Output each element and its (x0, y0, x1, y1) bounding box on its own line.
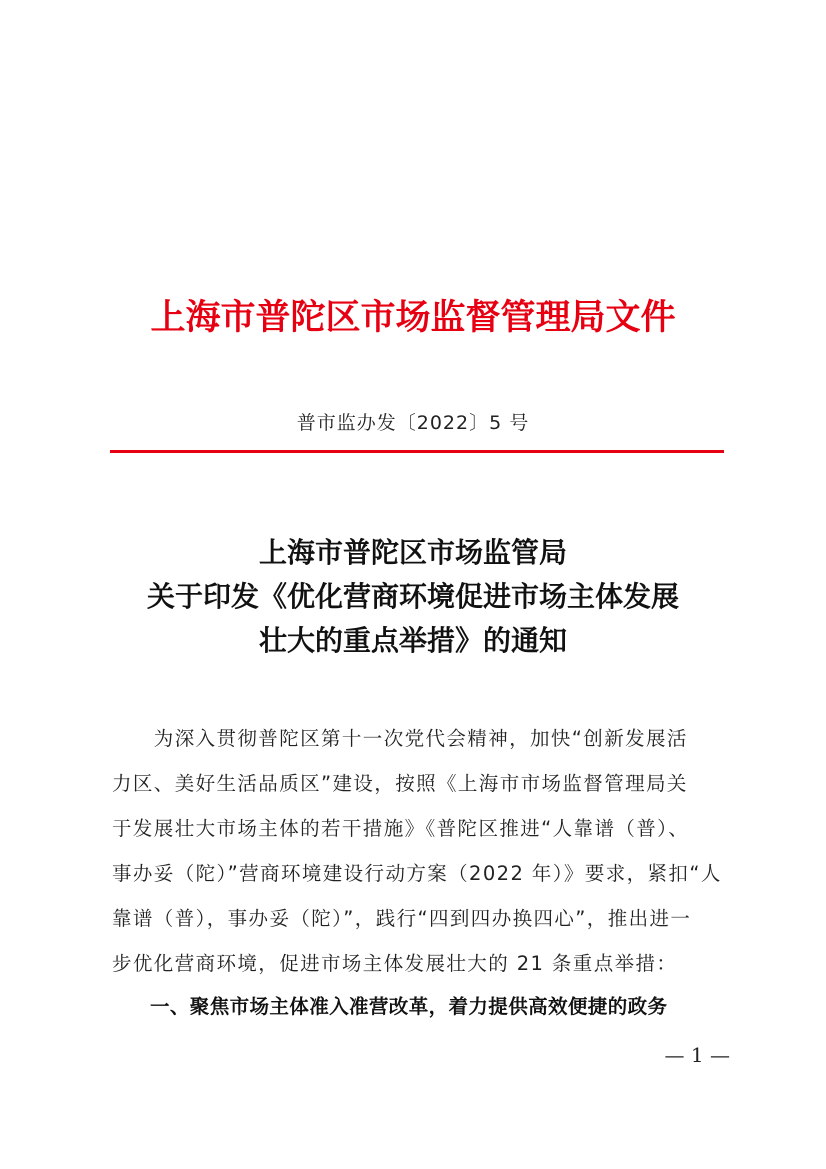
issuer-header: 上海市普陀区市场监督管理局文件 (150, 297, 676, 338)
body-line: 力区、美好生活品质区”建设，按照《上海市市场监督管理局关 (112, 772, 688, 795)
notice-title (0, 531, 826, 663)
body-line: 为深入贯彻普陀区第十一次党代会精神，加快“创新发展活 (112, 727, 688, 750)
title-line: 关于印发《优化营商环境促进市场主体发展 (146, 580, 679, 613)
body-line: 靠谱（普），事办妥（陀）”，践行“四到四办换四心”，推出进一 (112, 907, 692, 930)
red-divider-rule (110, 450, 724, 453)
title-line: 壮大的重点举措》的通知 (258, 624, 567, 657)
body-paragraph (112, 716, 724, 986)
body-line: 于发展壮大市场主体的若干措施》《普陀区推进“人靠谱（普）、 (112, 817, 690, 840)
body-line: 事办妥（陀）”营商环境建设行动方案（2022 年）》要求，紧扣“人 (112, 862, 722, 885)
page-number: — 1 — (664, 1043, 730, 1067)
section-heading: 一、聚焦市场主体准入准营改革，着力提供高效便捷的政务 (150, 995, 668, 1018)
body-line: 步优化营商环境，促进市场主体发展壮大的 21 条重点举措： (112, 952, 678, 975)
document-number: 普市监办发〔2022〕5 号 (296, 412, 530, 434)
title-line: 上海市普陀区市场监管局 (258, 536, 567, 569)
